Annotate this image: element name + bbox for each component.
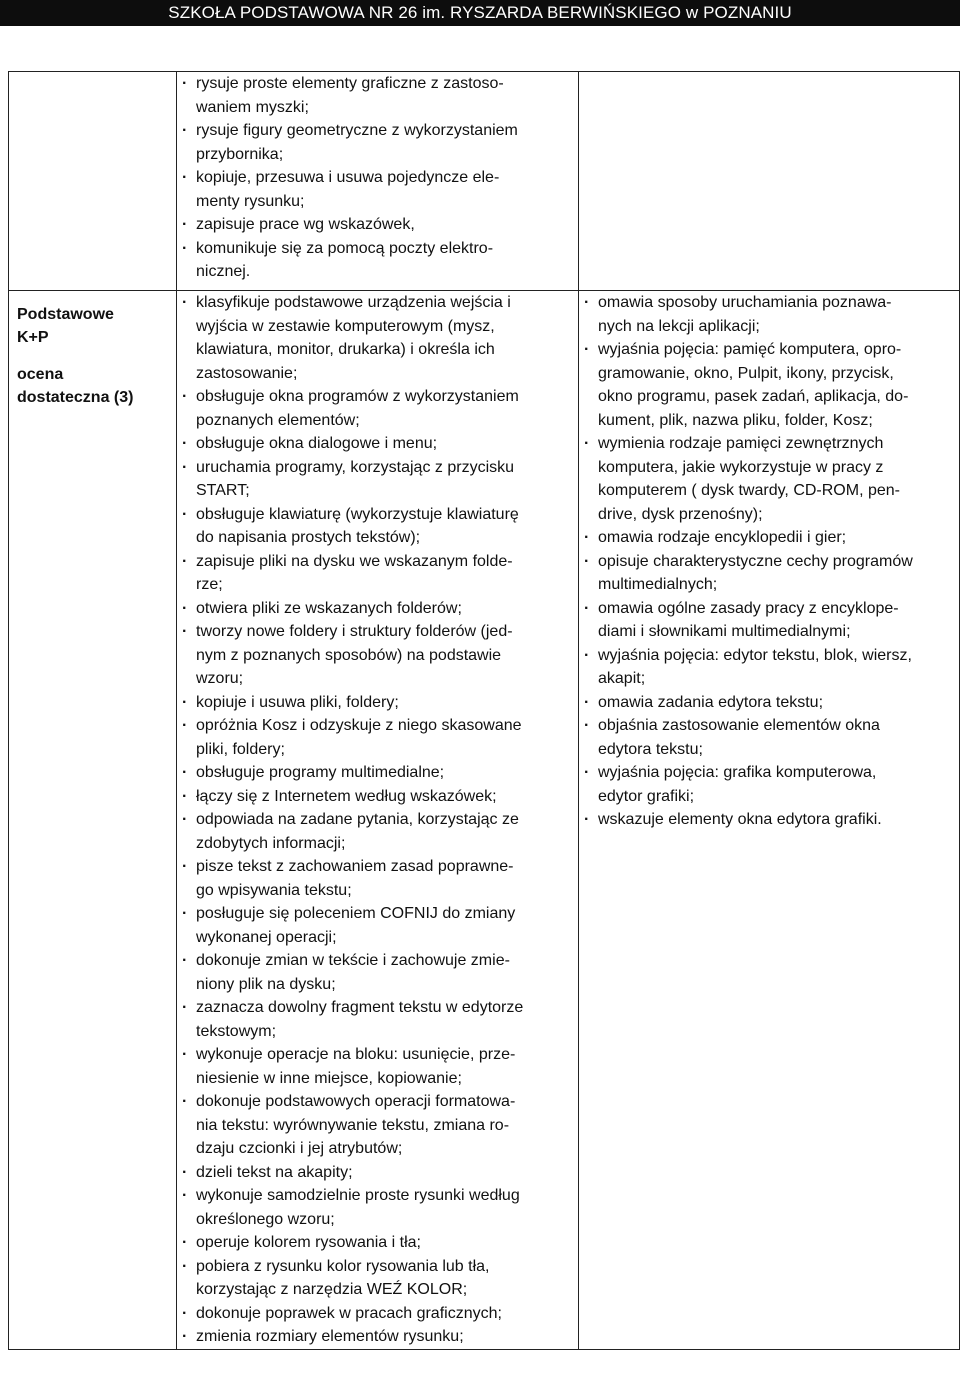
list-item bbox=[177, 456, 578, 503]
list-item bbox=[177, 714, 578, 761]
list-item bbox=[177, 761, 578, 785]
list-item bbox=[177, 213, 578, 237]
list-item-line: operuje kolorem rysowania i tła; bbox=[196, 1234, 421, 1251]
list-item-line: waniem myszki; bbox=[196, 98, 309, 116]
bullet-icon: · bbox=[584, 552, 590, 570]
bullet-icon: · bbox=[584, 693, 590, 711]
list-item bbox=[177, 855, 578, 902]
list-item-line: komunikuje się za pomocą poczty elektro- bbox=[196, 239, 494, 257]
list-item-line: uruchamia programy, korzystając z przycisku bbox=[196, 458, 515, 476]
list-item-line: okno programu, pasek zadań, aplikacja, do- bbox=[598, 388, 909, 405]
grade-cell bbox=[9, 291, 177, 1350]
skills-list bbox=[177, 72, 578, 284]
list-item bbox=[579, 714, 959, 761]
knowledge-cell-empty bbox=[579, 72, 960, 291]
bullet-icon: · bbox=[182, 1304, 188, 1322]
list-item-line: pliki, foldery; bbox=[196, 740, 285, 758]
list-item-line: nia tekstu: wyrównywanie tekstu, zmiana ro- bbox=[196, 1116, 510, 1134]
list-item bbox=[579, 644, 959, 691]
list-item-line: łączy się z Internetem według wskazówek; bbox=[196, 787, 497, 805]
list-item-line: wyjaśnia pojęcia: edytor tekstu, blok, wiersz, bbox=[598, 646, 912, 664]
bullet-icon: · bbox=[584, 341, 590, 358]
list-item-line: dokonuje podstawowych operacji formatowa- bbox=[196, 1093, 516, 1110]
bullet-icon: · bbox=[182, 764, 188, 781]
list-item-line: obsługuje klawiaturę (wykorzystuje klawiaturę bbox=[196, 505, 519, 523]
list-item-line: nym z poznanych sposobów) na podstawie bbox=[196, 646, 502, 664]
bullet-icon: · bbox=[182, 216, 188, 233]
list-item bbox=[579, 338, 959, 432]
bullet-icon: · bbox=[182, 717, 188, 734]
list-item-line: gramowanie, okno, Pulpit, ikony, przycisk, bbox=[598, 364, 894, 382]
bullet-icon: · bbox=[584, 435, 590, 452]
grade-level: Podstawowe bbox=[17, 306, 114, 323]
list-item bbox=[579, 432, 959, 526]
list-item-line: rysuje figury geometryczne z wykorzystaniem bbox=[196, 122, 518, 139]
list-item bbox=[177, 432, 578, 456]
list-item-line: odpowiada na zadane pytania, korzystając ze bbox=[196, 811, 519, 828]
list-item-line: zmienia rozmiary elementów rysunku; bbox=[196, 1328, 464, 1345]
bullet-icon: · bbox=[182, 952, 188, 969]
bullet-icon: · bbox=[182, 294, 188, 311]
list-item-line: wyjaśnia pojęcia: pamięć komputera, opro- bbox=[598, 341, 902, 358]
list-item-line: START; bbox=[196, 482, 250, 499]
bullet-icon: · bbox=[182, 1257, 188, 1275]
list-item-line: wskazuje elementy okna edytora grafiki. bbox=[598, 811, 882, 828]
bullet-icon: · bbox=[182, 388, 188, 405]
list-item bbox=[177, 597, 578, 621]
knowledge-cell bbox=[579, 291, 960, 1350]
bullet-icon: · bbox=[182, 811, 188, 828]
list-item-line: opisuje charakterystyczne cechy programów bbox=[598, 552, 913, 570]
list-item-line: niesienie w inne miejsce, kopiowanie; bbox=[196, 1069, 462, 1087]
list-item bbox=[177, 620, 578, 691]
list-item-line: omawia ogólne zasady pracy z encyklope- bbox=[598, 599, 899, 617]
list-item-line: dokonuje poprawek w pracach graficznych; bbox=[196, 1304, 502, 1322]
list-item-line: zaznacza dowolny fragment tekstu w edytorze bbox=[196, 999, 524, 1016]
grade-value: dostateczna (3) bbox=[17, 389, 134, 406]
list-item bbox=[177, 1325, 578, 1349]
list-item-line: komputera, jakie wykorzystuje w pracy z bbox=[598, 458, 884, 476]
bullet-icon: · bbox=[584, 529, 590, 546]
list-item bbox=[177, 949, 578, 996]
list-item-line: wymienia rodzaje pamięci zewnętrznych bbox=[598, 435, 884, 452]
list-item-line: do napisania prostych tekstów); bbox=[196, 529, 421, 546]
bullet-icon: · bbox=[182, 787, 188, 805]
list-item-line: omawia rodzaje encyklopedii i gier; bbox=[598, 529, 847, 546]
list-item-line: niony plik na dysku; bbox=[196, 975, 336, 993]
bullet-icon: · bbox=[182, 905, 188, 922]
list-item bbox=[177, 166, 578, 213]
bullet-icon: · bbox=[182, 435, 188, 452]
list-item-line: klasyfikuje podstawowe urządzenia wejścia i bbox=[196, 294, 511, 311]
list-item-line: pobiera z rysunku kolor rysowania lub tła, bbox=[196, 1257, 490, 1275]
list-item-line: zapisuje prace wg wskazówek, bbox=[196, 216, 415, 233]
skills-list bbox=[177, 291, 578, 1349]
list-item-line: go wpisywania tekstu; bbox=[196, 881, 352, 899]
list-item-line: obsługuje programy multimedialne; bbox=[196, 764, 445, 781]
page-header bbox=[0, 0, 960, 26]
list-item-line: akapit; bbox=[598, 670, 646, 687]
bullet-icon: · bbox=[182, 122, 188, 139]
list-item bbox=[579, 691, 959, 715]
bullet-icon: · bbox=[182, 458, 188, 476]
list-item-line: wyjścia w zestawie komputerowym (mysz, bbox=[196, 317, 495, 335]
list-item-line: opróżnia Kosz i odzyskuje z niego skasowane bbox=[196, 717, 522, 734]
bullet-icon: · bbox=[182, 1234, 188, 1251]
bullet-icon: · bbox=[584, 811, 590, 828]
list-item-line: otwiera pliki ze wskazanych folderów; bbox=[196, 599, 462, 617]
list-item bbox=[177, 550, 578, 597]
list-item-line: posługuje się poleceniem COFNIJ do zmiany bbox=[196, 905, 516, 922]
list-item-line: drive, dysk przenośny); bbox=[598, 505, 763, 523]
list-item bbox=[177, 808, 578, 855]
bullet-icon: · bbox=[584, 717, 590, 734]
bullet-icon: · bbox=[584, 599, 590, 617]
list-item bbox=[177, 785, 578, 809]
list-item-line: edytora tekstu; bbox=[598, 740, 703, 758]
list-item-line: tekstowym; bbox=[196, 1022, 277, 1040]
list-item bbox=[177, 237, 578, 284]
skills-cell bbox=[177, 72, 579, 291]
list-item bbox=[177, 1184, 578, 1231]
bullet-icon: · bbox=[584, 294, 590, 311]
list-item bbox=[579, 550, 959, 597]
list-item bbox=[177, 691, 578, 715]
bullet-icon: · bbox=[182, 599, 188, 617]
list-item-line: korzystając z narzędzia WEŹ KOLOR; bbox=[196, 1281, 468, 1298]
list-item-line: określonego wzoru; bbox=[196, 1210, 335, 1228]
list-item bbox=[177, 902, 578, 949]
bullet-icon: · bbox=[182, 552, 188, 570]
list-item bbox=[579, 526, 959, 550]
grade-label bbox=[9, 291, 176, 409]
list-item-line: nicznej. bbox=[196, 263, 251, 280]
list-item bbox=[177, 119, 578, 166]
list-item-line: kument, plik, nazwa pliku, folder, Kosz; bbox=[598, 411, 873, 429]
list-item-line: objaśnia zastosowanie elementów okna bbox=[598, 717, 880, 734]
list-item-line: zapisuje pliki na dysku we wskazanym folde- bbox=[196, 552, 513, 570]
bullet-icon: · bbox=[182, 75, 188, 92]
list-item-line: obsługuje okna programów z wykorzystaniem bbox=[196, 388, 519, 405]
list-item-line: wzoru; bbox=[196, 670, 244, 687]
list-item-line: wykonanej operacji; bbox=[196, 928, 337, 946]
list-item bbox=[177, 1090, 578, 1161]
list-item bbox=[579, 291, 959, 338]
list-item-line: omawia zadania edytora tekstu; bbox=[598, 693, 824, 711]
list-item-line: nych na lekcji aplikacji; bbox=[598, 317, 760, 335]
list-item-line: kopiuje i usuwa pliki, foldery; bbox=[196, 693, 399, 711]
list-item-line: dokonuje zmian w tekście i zachowuje zmie- bbox=[196, 952, 510, 969]
knowledge-list bbox=[579, 291, 959, 832]
list-item-line: poznanych elementów; bbox=[196, 411, 360, 429]
list-item bbox=[177, 1255, 578, 1302]
list-item-line: menty rysunku; bbox=[196, 192, 305, 210]
list-item bbox=[177, 291, 578, 385]
bullet-icon: · bbox=[182, 1093, 188, 1110]
bullet-icon: · bbox=[182, 1187, 188, 1204]
list-item-line: wykonuje operacje na bloku: usunięcie, prze- bbox=[196, 1046, 516, 1063]
list-item-line: obsługuje okna dialogowe i menu; bbox=[196, 435, 438, 452]
list-item bbox=[177, 385, 578, 432]
bullet-icon: · bbox=[182, 169, 188, 186]
bullet-icon: · bbox=[182, 239, 188, 257]
list-item-line: rysuje proste elementy graficzne z zastoso- bbox=[196, 75, 504, 92]
list-item-line: omawia sposoby uruchamiania poznawa- bbox=[598, 294, 892, 311]
table-row bbox=[9, 72, 960, 291]
list-item-line: wykonuje samodzielnie proste rysunki według bbox=[196, 1187, 520, 1204]
school-name: SZKOŁA PODSTAWOWA NR 26 im. RYSZARDA BERWIŃSKIEGO w POZNANIU bbox=[168, 3, 792, 22]
bullet-icon: · bbox=[182, 623, 188, 640]
list-item-line: komputerem ( dysk twardy, CD-ROM, pen- bbox=[598, 482, 900, 499]
bullet-icon: · bbox=[182, 858, 188, 875]
table-row bbox=[9, 291, 960, 1350]
list-item bbox=[579, 808, 959, 832]
list-item-line: klawiatura, monitor, drukarka) i określa ich bbox=[196, 341, 495, 358]
list-item-line: multimedialnych; bbox=[598, 576, 718, 593]
grading-criteria-table bbox=[8, 71, 960, 1350]
list-item-line: pisze tekst z zachowaniem zasad poprawne- bbox=[196, 858, 514, 875]
list-item bbox=[579, 597, 959, 644]
list-item bbox=[177, 1161, 578, 1185]
list-item bbox=[177, 503, 578, 550]
list-item bbox=[177, 1043, 578, 1090]
list-item-line: kopiuje, przesuwa i usuwa pojedyncze ele- bbox=[196, 169, 500, 186]
list-item bbox=[177, 996, 578, 1043]
list-item bbox=[177, 72, 578, 119]
list-item bbox=[177, 1231, 578, 1255]
bullet-icon: · bbox=[584, 764, 590, 781]
grade-code: K+P bbox=[17, 329, 49, 346]
bullet-icon: · bbox=[182, 999, 188, 1016]
bullet-icon: · bbox=[182, 1046, 188, 1063]
list-item-line: zastosowanie; bbox=[196, 364, 298, 382]
grade-cell-empty bbox=[9, 72, 177, 291]
skills-cell bbox=[177, 291, 579, 1350]
list-item-line: zdobytych informacji; bbox=[196, 834, 346, 852]
list-item-line: przybornika; bbox=[196, 145, 284, 163]
bullet-icon: · bbox=[182, 1328, 188, 1345]
bullet-icon: · bbox=[182, 1163, 188, 1181]
list-item-line: dzaju czcionki i jej atrybutów; bbox=[196, 1140, 403, 1157]
list-item-line: wyjaśnia pojęcia: grafika komputerowa, bbox=[598, 764, 877, 781]
list-item-line: rze; bbox=[196, 576, 223, 593]
list-item-line: edytor grafiki; bbox=[598, 787, 695, 805]
list-item bbox=[579, 761, 959, 808]
bullet-icon: · bbox=[182, 693, 188, 711]
list-item-line: dzieli tekst na akapity; bbox=[196, 1163, 353, 1181]
list-item-line: tworzy nowe foldery i struktury folderów (jed- bbox=[196, 623, 513, 640]
bullet-icon: · bbox=[182, 505, 188, 523]
list-item bbox=[177, 1302, 578, 1326]
grade-word: ocena bbox=[17, 366, 64, 383]
list-item-line: diami i słownikami multimedialnymi; bbox=[598, 623, 851, 640]
bullet-icon: · bbox=[584, 646, 590, 664]
